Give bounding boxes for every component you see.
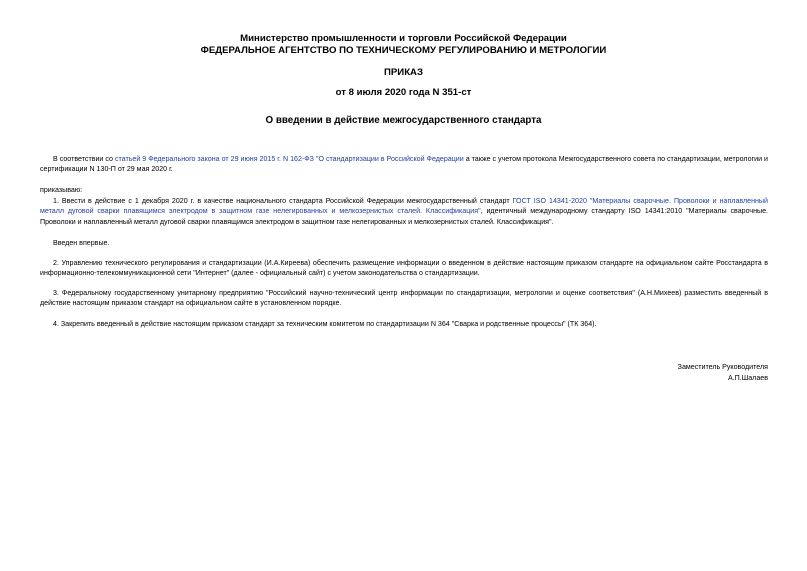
preamble-text-pre: В соответствии со — [53, 155, 115, 163]
ministry-title: Министерство промышленности и торговли Российской Федерации — [240, 33, 567, 44]
order-keyword: приказываю: — [40, 186, 83, 194]
item-3-paragraph: 3. Федеральному государственному унитарному предприятию "Российский научно-технический центр информации по стандартизации, метрологии и оценке соответствия" (А.Н.Михеев) разместить введенный в действие настоящим приказом стандарт на официальном сайте в установленном порядке. — [40, 289, 768, 308]
item-2-paragraph: 2. Управлению технического регулирования и стандартизации (И.А.Киреева) обеспечить размещение информации о введенном в действие настоящим приказом стандарте на официальном сайте Росстандарта в информационно-телекоммуникационной сети "Интернет" (далее - официальный сайт) с учетом законодательства о стандартизации. — [40, 259, 768, 278]
introduced-first-note: Введен впервые. — [53, 239, 110, 247]
preamble-text-post: а также с учетом протокола Межгосударственного совета по стандартизации, метрологии и сертификации N 130-П от 29 мая 2020 г. — [40, 155, 769, 174]
document-subject: О введении в действие межгосударственного стандарта — [265, 115, 542, 126]
federal-law-link[interactable]: статьей 9 Федерального закона от 29 июня 2015 г. N 162-ФЗ "О стандартизации в Российской Федерации — [114, 155, 464, 163]
gost-standard-link[interactable]: ГОСТ ISO 14341-2020 "Материалы сварочные. Проволоки и наплавленный металл дуговой сварки плавящимся электродом в защитном газе нелегированных и мелкозернистых сталей. Классификация" — [40, 197, 768, 216]
preamble-paragraph — [40, 154, 768, 175]
signatory-position: Заместитель Руководителя — [677, 363, 768, 371]
item-1-text-post: , идентичный международному стандарту ISO 14341:2010 "Материалы сварочные. Проволоки и наплавленный металл дуговой сварки плавящимся электродом в защитном газе нелегированных и мелкозернистых сталей. Классификация". — [40, 207, 769, 226]
agency-title: ФЕДЕРАЛЬНОЕ АГЕНТСТВО ПО ТЕХНИЧЕСКОМУ РЕГУЛИРОВАНИЮ И МЕТРОЛОГИИ — [200, 45, 607, 56]
signature-block — [678, 362, 768, 384]
item-4-paragraph: 4. Закрепить введенный в действие настоящим приказом стандарт за техническим комитетом по стандартизации N 364 "Сварка и родственные процессы" (ТК 364). — [53, 320, 597, 328]
item-1-text-pre: 1. Ввести в действие с 1 декабря 2020 г. в качестве национального стандарта Российской Федерации межгосударственный стандарт — [53, 197, 513, 205]
signatory-name: А.П.Шалаев — [727, 374, 768, 382]
document-type: ПРИКАЗ — [384, 67, 423, 78]
item-1-paragraph — [40, 196, 768, 227]
document-date-number: от 8 июля 2020 года N 351-ст — [335, 87, 472, 98]
